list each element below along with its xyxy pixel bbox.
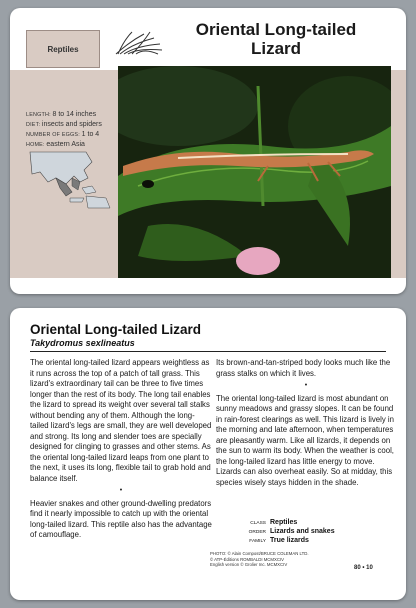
scientific-name: Takydromus sexlineatus [30, 338, 135, 348]
taxonomy-family: FAMILY True lizards [249, 537, 309, 544]
taxonomy-class: CLASS Reptiles [250, 519, 298, 526]
credit-line: © ATP-Éditions ROMBALDI MCMXCIV [210, 556, 284, 562]
lizard-photo [118, 66, 391, 278]
credit-line: English version © Grolier Inc. MCMXCIV [210, 562, 288, 567]
back-title: Oriental Long-tailed Lizard [30, 322, 202, 337]
taxonomy-order: ORDER Lizards and snakes [248, 528, 335, 535]
stat-eggs: NUMBER OF EGGS: 1 to 4 [26, 131, 100, 138]
category-tab [26, 30, 100, 68]
title-divider [30, 351, 386, 352]
card-code: 80 • 10 [354, 565, 373, 571]
front-title-line2: Lizard [250, 39, 302, 58]
stats-list [26, 110, 118, 150]
range-map [26, 148, 114, 212]
paragraph: Its brown-and-tan-striped body looks much like the grass stalks on which it lives. [216, 358, 391, 378]
bullet-separator: • [119, 487, 123, 494]
category-label: Reptiles [47, 44, 79, 54]
stat-home: HOME: eastern Asia [26, 141, 85, 148]
paragraph: The oriental long-tailed lizard is most abundant on sunny meadows and grassy slopes. It can be found in rain-forest clearings as well. This lizard is lively in the morning and late afternoon, when temperatures are pleasantly warm. Like all lizards, it depends on the sun to warm its body. When the weather is cool, the long-tailed lizard has little energy to move. Lizards can also overheat easily. So at midday, this species wisely stays hidden in the shade. [216, 393, 394, 487]
stat-length: LENGTH: 8 to 14 inches [26, 111, 97, 118]
text-column-right [216, 358, 396, 490]
taxonomy-block [244, 519, 335, 546]
stat-diet: DIET: insects and spiders [26, 121, 102, 128]
paragraph: The oriental long-tailed lizard appears weightless as it runs across the top of a patch of tall grass. This lizard's extraordinary tail can be three to five times longer than the rest of its body. The long tail enables the lizard to spread its weight over several tall stalks without bending any of them. Although the long-tailed lizard's legs are small, they are well developed and strong. Its long and slender toes are specially designed for clinging to grasses and other stems. As the oriental long-tailed lizard leaps from one plant to the next, it uses its long, flexible tail to grab hold and balance itself. [30, 358, 212, 483]
front-title-line1: Oriental Long-tailed [195, 20, 357, 39]
front-card [10, 8, 406, 294]
grass-icon [114, 30, 164, 56]
bullet-separator: • [304, 382, 308, 389]
back-card [10, 308, 406, 600]
photo-credits [210, 551, 340, 568]
text-column-left [30, 358, 212, 543]
credit-line: PHOTO: © Alain Compost/BRUCE COLEMAN LTD. [210, 551, 309, 556]
front-title [176, 20, 376, 58]
paragraph: Heavier snakes and other ground-dwelling predators find it nearly impossible to catch up with the oriental long-tailed lizard. This reptile also has the advantage of camouflage. [30, 498, 212, 539]
